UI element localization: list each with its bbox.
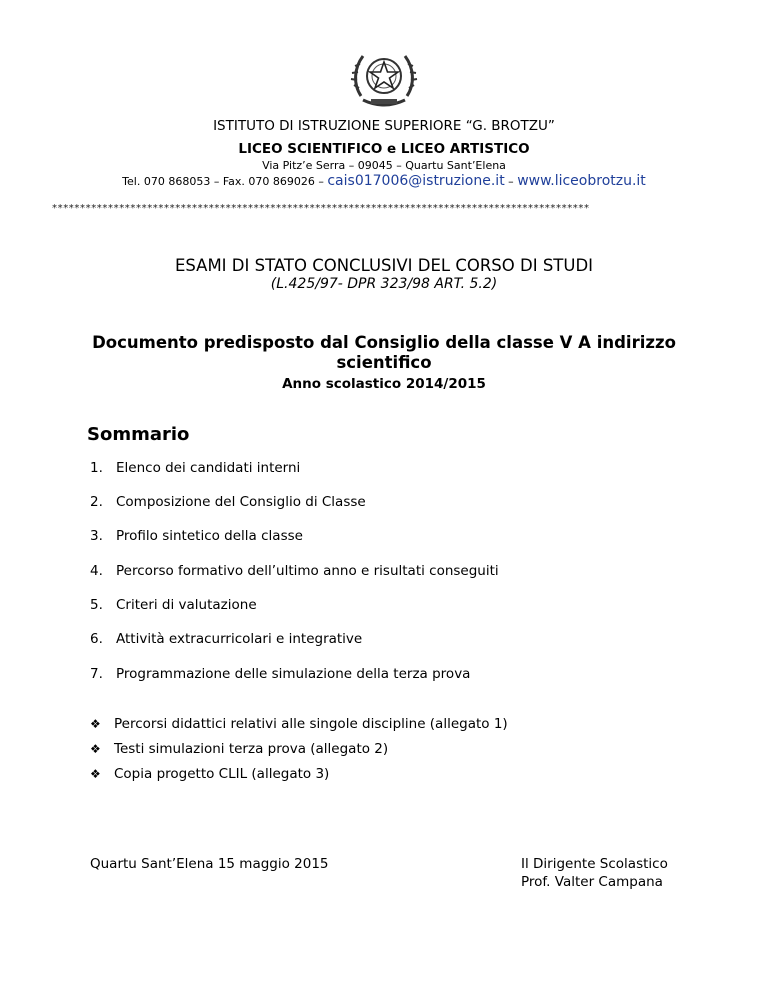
summary-item [90, 494, 366, 510]
summary-item [90, 631, 362, 647]
school-address: Via Pitz’e Serra – 09045 – Quartu Sant’Elena [262, 159, 506, 172]
item-label: Composizione del Consiglio di Classe [116, 494, 366, 510]
item-label: Criteri di valutazione [116, 597, 257, 613]
item-label: Elenco dei candidati interni [116, 460, 301, 476]
item-label: Profilo sintetico della classe [116, 528, 303, 544]
attachment-item [90, 716, 508, 732]
place-date: Quartu Sant’Elena 15 maggio 2015 [90, 856, 329, 872]
signer-name: Prof. Valter Campana [521, 874, 663, 890]
diamond-bullet-icon: ❖ [90, 717, 101, 731]
summary-item [90, 563, 499, 579]
phone-fax: Tel. 070 868053 – Fax. 070 869026 – [122, 175, 328, 188]
summary-title: Sommario [87, 424, 190, 445]
item-label: Percorso formativo dell’ultimo anno e risultati conseguiti [116, 563, 499, 579]
school-names: LICEO SCIENTIFICO e LICEO ARTISTICO [238, 141, 530, 157]
item-number: 2. [90, 494, 103, 510]
website-link[interactable]: www.liceobrotzu.it [517, 173, 646, 189]
institute-name: ISTITUTO DI ISTRUZIONE SUPERIORE “G. BROTZU” [213, 118, 555, 134]
attachment-item [90, 766, 329, 782]
summary-item [90, 460, 300, 476]
summary-item [90, 528, 303, 544]
exam-subtitle: (L.425/97- DPR 323/98 ART. 5.2) [270, 276, 498, 292]
diamond-bullet-icon: ❖ [90, 742, 101, 756]
item-number: 5. [90, 597, 103, 613]
attachment-label: Testi simulazioni terza prova (allegato 2) [114, 741, 389, 757]
summary-item [90, 597, 257, 613]
contacts-separator: – [504, 175, 518, 188]
asterisk-divider: ************************************************************************************************ [52, 203, 590, 214]
item-number: 1. [90, 460, 103, 476]
item-number: 7. [90, 666, 103, 682]
signer-role: Il Dirigente Scolastico [521, 856, 668, 872]
item-label: Attività extracurricolari e integrative [116, 631, 363, 647]
email-link[interactable]: cais017006@istruzione.it [327, 173, 505, 189]
summary-item [90, 666, 470, 682]
contacts-line [0, 173, 768, 189]
attachment-label: Percorsi didattici relativi alle singole discipline (allegato 1) [114, 716, 508, 732]
item-number: 6. [90, 631, 103, 647]
item-number: 3. [90, 528, 103, 544]
diamond-bullet-icon: ❖ [90, 767, 101, 781]
italian-republic-emblem-icon [349, 46, 419, 114]
item-number: 4. [90, 563, 103, 579]
item-label: Programmazione delle simulazione della terza prova [116, 666, 471, 682]
school-year: Anno scolastico 2014/2015 [282, 376, 486, 392]
attachment-item [90, 741, 388, 757]
attachment-label: Copia progetto CLIL (allegato 3) [114, 766, 330, 782]
document-title: Documento predisposto dal Consiglio della classe V A indirizzo scientifico [92, 333, 676, 372]
exam-title: ESAMI DI STATO CONCLUSIVI DEL CORSO DI STUDI [174, 256, 594, 275]
